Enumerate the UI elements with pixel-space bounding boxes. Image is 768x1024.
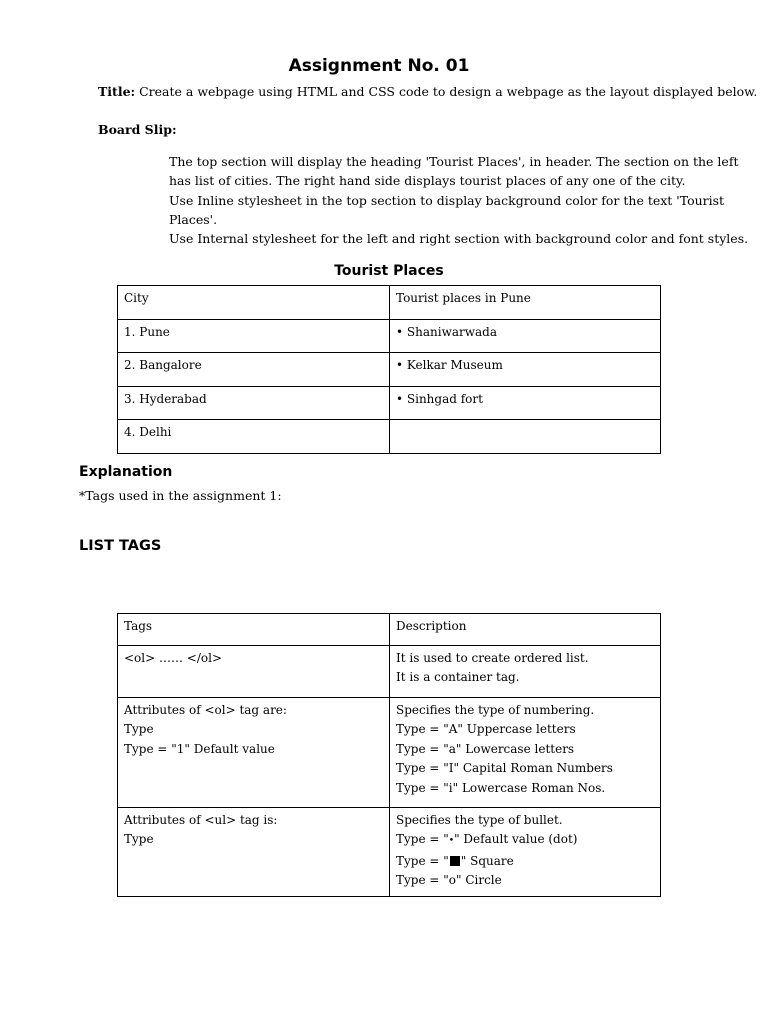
title-text: Create a webpage using HTML and CSS code to design a webpage as the layout displayed below. xyxy=(135,84,758,99)
table-cell xyxy=(390,698,661,808)
text-fragment: Type = " xyxy=(396,832,449,847)
board-line: Places'. xyxy=(169,211,218,227)
cell-line: It is used to create ordered list. xyxy=(396,651,589,665)
list-tags-heading: LIST TAGS xyxy=(79,538,162,554)
cell-line: It is a container tag. xyxy=(396,670,520,685)
table-cell: Tourist places in Pune xyxy=(390,286,661,320)
cell-line xyxy=(396,830,654,851)
square-bullet-icon xyxy=(450,856,460,866)
tourist-places-table xyxy=(117,285,661,454)
table-cell: Description xyxy=(390,614,661,646)
table-cell xyxy=(118,698,390,808)
cell-line: Specifies the type of bullet. xyxy=(396,813,563,827)
table-cell xyxy=(118,646,390,698)
table-row xyxy=(118,614,661,646)
table-cell: 2. Bangalore xyxy=(118,353,390,387)
table-row xyxy=(118,420,661,454)
table-cell: 3. Hyderabad xyxy=(118,386,390,420)
table-cell: City xyxy=(118,286,390,320)
table-row xyxy=(118,646,661,698)
cell-line: Type xyxy=(124,722,154,737)
table-row xyxy=(118,286,661,320)
board-line: Use Internal stylesheet for the left and right section with background color and font styles. xyxy=(169,231,749,247)
board-line: The top section will display the heading 'Tourist Places', in header. The section on the left xyxy=(169,154,739,169)
table-cell: • Shaniwarwada xyxy=(390,319,661,353)
table-cell: 4. Delhi xyxy=(118,420,390,454)
cell-line: Type = "a" Lowercase letters xyxy=(396,741,575,756)
cell-line: Type = "A" Uppercase letters xyxy=(396,722,576,737)
cell-line: Type xyxy=(124,832,154,847)
board-line: has list of cities. The right hand side displays tourist places of any one of the city. xyxy=(169,173,686,189)
table-cell: Tags xyxy=(118,614,390,646)
table-cell xyxy=(390,420,661,454)
table-row xyxy=(118,698,661,808)
table-row xyxy=(118,353,661,387)
cell-line xyxy=(396,852,654,871)
tags-used-text: *Tags used in the assignment 1: xyxy=(79,488,282,503)
table-cell xyxy=(390,646,661,698)
table-cell: • Kelkar Museum xyxy=(390,353,661,387)
cell-line: Type = "1" Default value xyxy=(124,741,275,756)
list-tags-table xyxy=(117,613,661,897)
title-line xyxy=(98,84,757,99)
table-row xyxy=(118,808,661,897)
board-slip-paragraph xyxy=(169,152,749,248)
table-cell xyxy=(118,808,390,897)
text-fragment: " Square xyxy=(460,853,514,868)
table-row xyxy=(118,386,661,420)
text-fragment: Type = " xyxy=(396,853,449,868)
table-row xyxy=(118,319,661,353)
title-label: Title: xyxy=(98,84,136,99)
board-slip-label: Board Slip: xyxy=(98,122,177,137)
explanation-heading: Explanation xyxy=(79,464,173,480)
table-cell: • Sinhgad fort xyxy=(390,386,661,420)
tourist-places-heading: Tourist Places xyxy=(334,263,444,279)
cell-line: Type = "I" Capital Roman Numbers xyxy=(396,761,613,776)
cell-line: Attributes of <ol> tag are: xyxy=(124,703,287,717)
page-title: Assignment No. 01 xyxy=(288,56,470,76)
table-cell: 1. Pune xyxy=(118,319,390,353)
dot-bullet-icon: • xyxy=(448,836,455,847)
cell-line: Attributes of <ul> tag is: xyxy=(124,813,278,827)
cell-line: Specifies the type of numbering. xyxy=(396,703,595,717)
cell-line: <ol> …… </ol> xyxy=(124,651,223,665)
table-cell xyxy=(390,808,661,897)
board-line: Use Inline stylesheet in the top section to display background color for the text 'Tourist xyxy=(169,192,725,208)
text-fragment: " Default value (dot) xyxy=(454,832,578,847)
cell-line: Type = "i" Lowercase Roman Nos. xyxy=(396,780,606,795)
cell-line: Type = "o" Circle xyxy=(396,873,502,888)
